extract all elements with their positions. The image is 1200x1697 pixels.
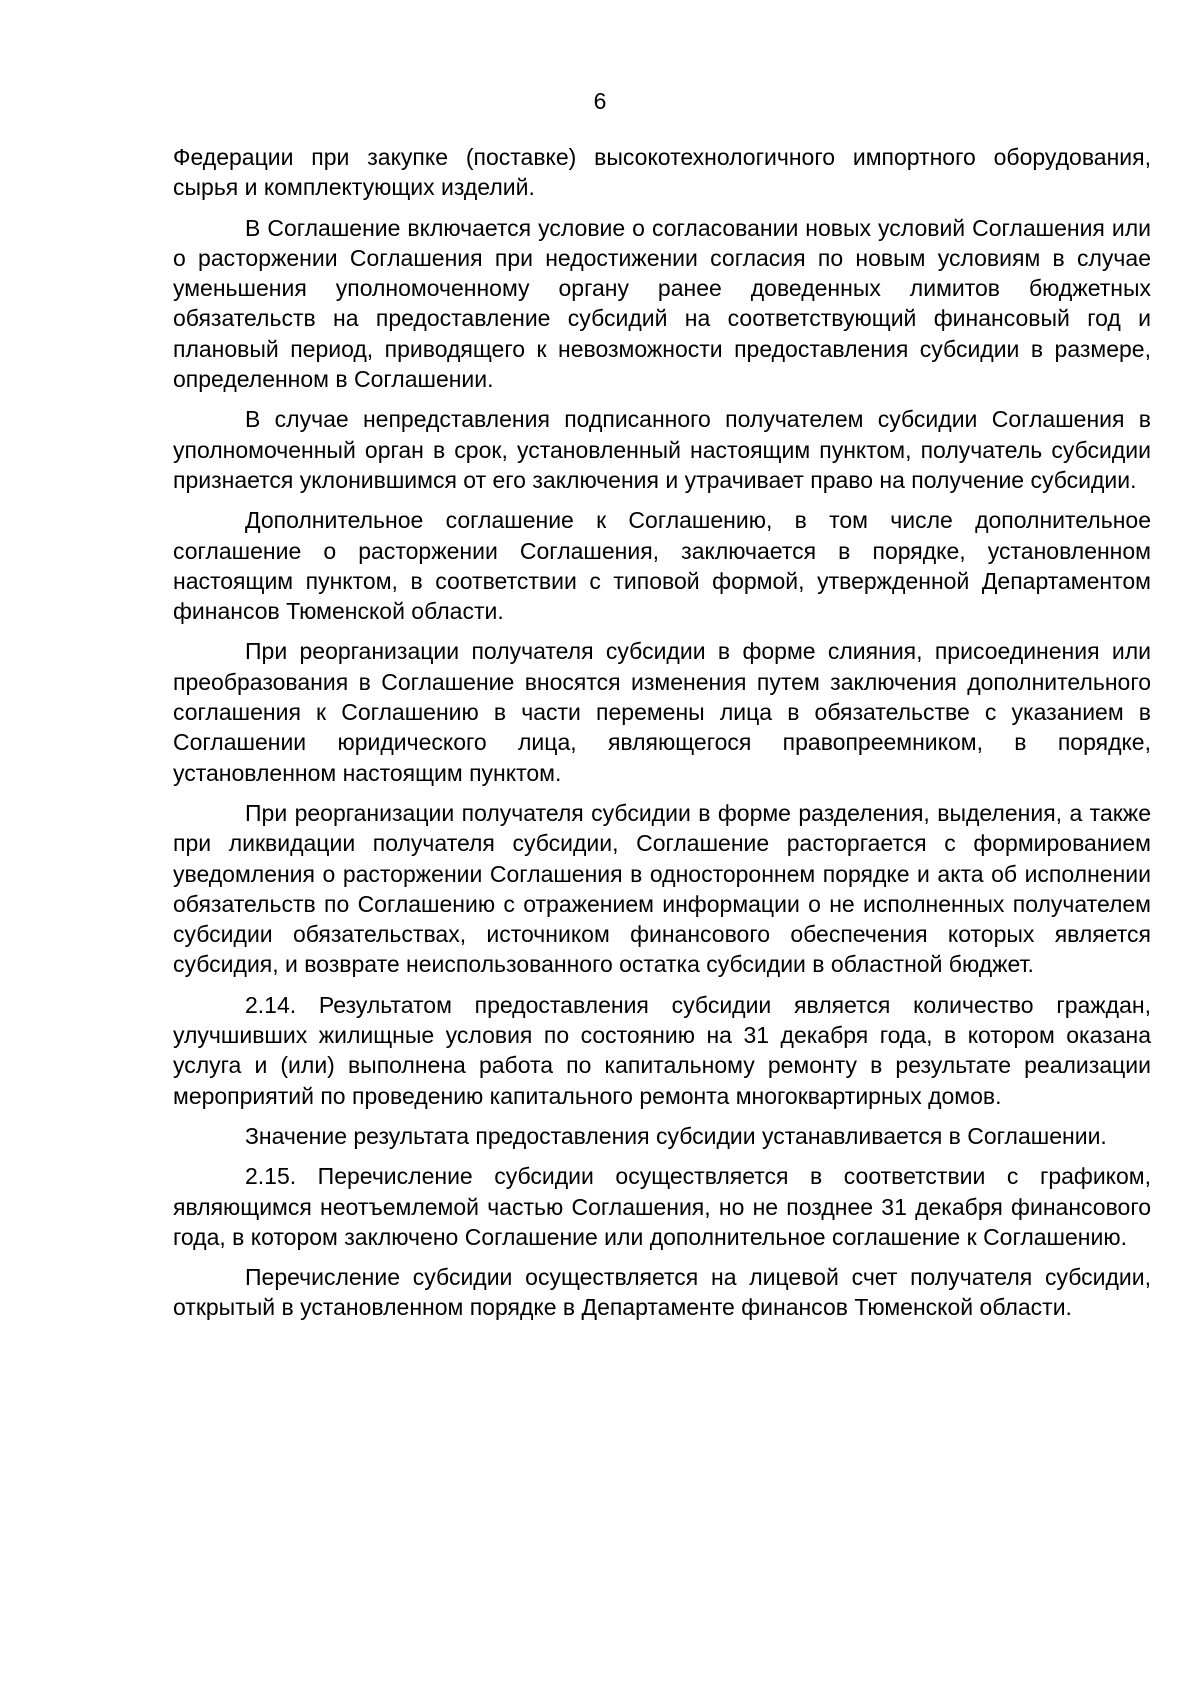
page-number: 6 xyxy=(593,88,607,114)
paragraph-2-14-result: 2.14. Результатом предоставления субсидии является количество граждан, улучшивших жилищные условия по состоянию на 31 декабря года, в котором оказана услуга и (или) выполнена работа по капитальному ремонту в результате реализации мероприятий по проведению капитального ремонта многоквартирных домов. xyxy=(173,991,1151,1109)
paragraph-transfer-account: Перечисление субсидии осуществляется на лицевой счет получателя субсидии, открытый в установленном порядке в Департаменте финансов Тюменской области. xyxy=(173,1264,1151,1321)
document-body xyxy=(173,142,1151,1333)
paragraph-additional-agreement: Дополнительное соглашение к Соглашению, в том числе дополнительное соглашение о расторжении Соглашения, заключается в порядке, установленном настоящим пунктом, в соответствии с типовой формой, утвержденной Департаментом финансов Тюменской области. xyxy=(173,507,1151,625)
paragraph-2-15-transfer: 2.15. Перечисление субсидии осуществляется в соответствии с графиком, являющимся неотъемлемой частью Соглашения, но не позднее 31 декабря финансового года, в котором заключено Соглашение или дополнительное соглашение к Соглашению. xyxy=(173,1163,1151,1250)
paragraph-reorganization-merger: При реорганизации получателя субсидии в форме слияния, присоединения или преобразования в Соглашение вносятся изменения путем заключения дополнительного соглашения к Соглашению в части перемены лица в обязательстве с указанием в Соглашении юридического лица, являющегося правопреемником, в порядке, установленном настоящим пунктом. xyxy=(173,638,1151,786)
paragraph-agreement-conditions: В Соглашение включается условие о согласовании новых условий Соглашения или о расторжении Соглашения при недостижении согласия по новым условиям в случае уменьшения уполномоченному органу ранее доведенных лимитов бюджетных обязательств на предоставление субсидий на соответствующий финансовый год и плановый период, приводящего к невозможности предоставления субсидии в размере, определенном в Соглашении. xyxy=(173,214,1151,393)
paragraph-continuation: Федерации при закупке (поставке) высокотехнологичного импортного оборудования, сырья и комплектующих изделий. xyxy=(173,144,1151,201)
paragraph-non-submission: В случае непредставления подписанного получателем субсидии Соглашения в уполномоченный орган в срок, установленный настоящим пунктом, получатель субсидии признается уклонившимся от его заключения и утрачивает право на получение субсидии. xyxy=(173,406,1151,493)
paragraph-result-value: Значение результата предоставления субсидии устанавливается в Соглашении. xyxy=(245,1122,1107,1149)
paragraph-reorganization-division: При реорганизации получателя субсидии в форме разделения, выделения, а также при ликвидации получателя субсидии, Соглашение расторгается с формированием уведомления о расторжении Соглашения в одностороннем порядке и акта об исполнении обязательств по Соглашению с отражением информации о не исполненных получателем субсидии обязательствах, источником финансового обеспечения которых является субсидия, и возврате неиспользованного остатка субсидии в областной бюджет. xyxy=(173,799,1151,978)
